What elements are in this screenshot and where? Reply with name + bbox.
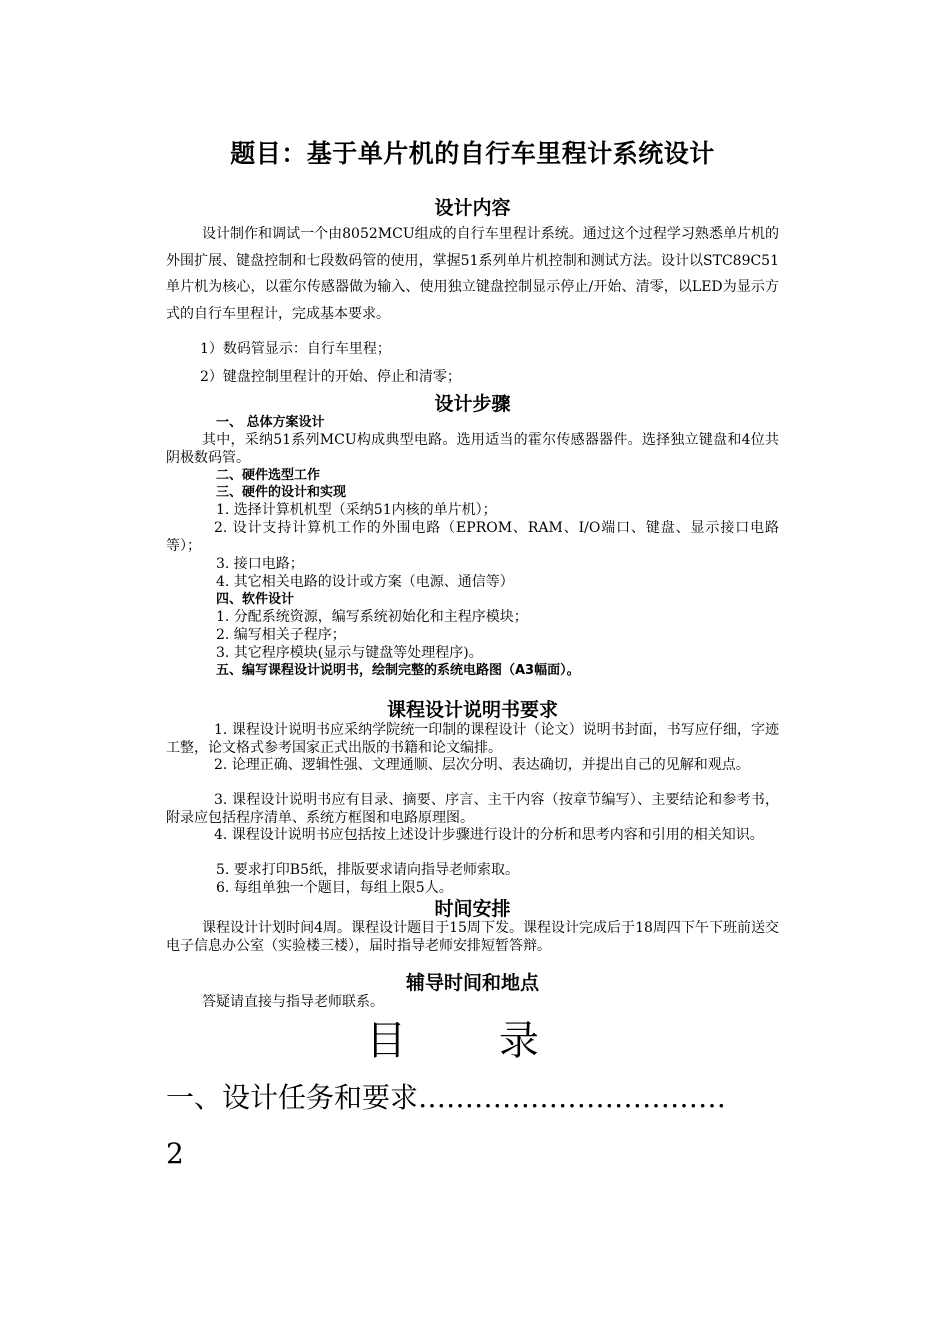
step-4-item-1: 1. 分配系统资源，编写系统初始化和主程序模块； — [216, 609, 528, 625]
step-2-title: 二、硬件选型工作 — [216, 468, 321, 483]
step-3-title: 三、硬件的设计和实现 — [216, 485, 347, 500]
requirement-4: 4. 课程设计说明书应包括按上述设计步骤进行设计的分析和思考内容和引用的相关知识。 — [214, 827, 764, 843]
schedule-text: 课程设计计划时间4周。课程设计题目于15周下发。课程设计完成后于18周四下午下班前送交电子信息办公室（实验楼三楼），届时指导老师安排短暂答辩。 — [166, 920, 779, 954]
requirement-2: 2. 论理正确、逻辑性强、文理通顺、层次分明、表达确切，并提出自己的见解和观点。 — [214, 757, 750, 773]
step-4-title: 四、软件设计 — [216, 592, 295, 607]
design-content-item-2: 2）键盘控制里程计的开始、停止和清零； — [200, 369, 461, 385]
design-steps-heading: 设计步骤 — [434, 393, 511, 415]
requirement-1: 1. 课程设计说明书应采纳学院统一印制的课程设计（论文）说明书封面，书写应仔细，字迹工整，论文格式参考国家正式出版的书籍和论文编排。 — [166, 722, 779, 756]
tutoring-heading: 辅导时间和地点 — [405, 972, 539, 994]
document-title: 题目：基于单片机的自行车里程计系统设计 — [230, 139, 715, 168]
step-3-item-3: 3. 接口电路； — [216, 556, 304, 572]
tutoring-text: 答疑请直接与指导老师联系。 — [202, 994, 384, 1010]
requirement-6: 6. 每组单独一个题目，每组上限5人。 — [216, 880, 453, 896]
toc-title: 目 录 — [366, 1018, 579, 1064]
step-3-item-4: 4. 其它相关电路的设计或方案（电源、通信等） — [216, 574, 514, 590]
schedule-heading: 时间安排 — [434, 898, 511, 920]
step-3-item-2: 2. 设计支持计算机工作的外围电路（EPROM、RAM、I/O端口、键盘、显示接口电路等）； — [166, 520, 779, 554]
design-content-heading: 设计内容 — [434, 197, 511, 219]
step-1-title: 一、 总体方案设计 — [216, 415, 325, 430]
toc-entry-1[interactable] — [166, 1080, 779, 1116]
toc-entry-label: 一、设计任务和要求 — [166, 1081, 419, 1114]
step-3-item-1: 1. 选择计算机机型（采纳51内核的单片机）； — [216, 502, 497, 518]
step-4-item-3: 3. 其它程序模块(显示与键盘等处理程序)。 — [216, 645, 483, 661]
design-content-paragraph: 设计制作和调试一个由8052MCU组成的自行车里程计系统。通过这个过程学习熟悉单片机的外围扩展、键盘控制和七段数码管的使用，掌握51系列单片机控制和测试方法。设计以STC89C51单片机为核心，以霍尔传感器做为输入、使用独立键盘控制显示停止/开始、清零，以LED为显示方式的自行车里程计，完成基本要求。 — [166, 226, 779, 322]
step-4-item-2: 2. 编写相关子程序； — [216, 627, 346, 643]
toc-entry-dots: …………………………… — [418, 1081, 727, 1114]
requirements-heading: 课程设计说明书要求 — [386, 699, 558, 721]
design-content-item-1: 1）数码管显示：自行车里程； — [200, 341, 391, 357]
toc-entry-page: 2 — [166, 1137, 184, 1170]
step-5-title: 五、编写课程设计说明书，绘制完整的系统电路图（A3幅面）。 — [216, 663, 580, 678]
step-1-text: 其中，采纳51系列MCU构成典型电路。选用适当的霍尔传感器器件。选择独立键盘和4位共阴极数码管。 — [166, 432, 779, 466]
requirement-3: 3. 课程设计说明书应有目录、摘要、序言、主干内容（按章节编写）、主要结论和参考书，附录应包括程序清单、系统方框图和电路原理图。 — [166, 792, 779, 826]
requirement-5: 5. 要求打印B5纸，排版要求请向指导老师索取。 — [216, 862, 520, 878]
